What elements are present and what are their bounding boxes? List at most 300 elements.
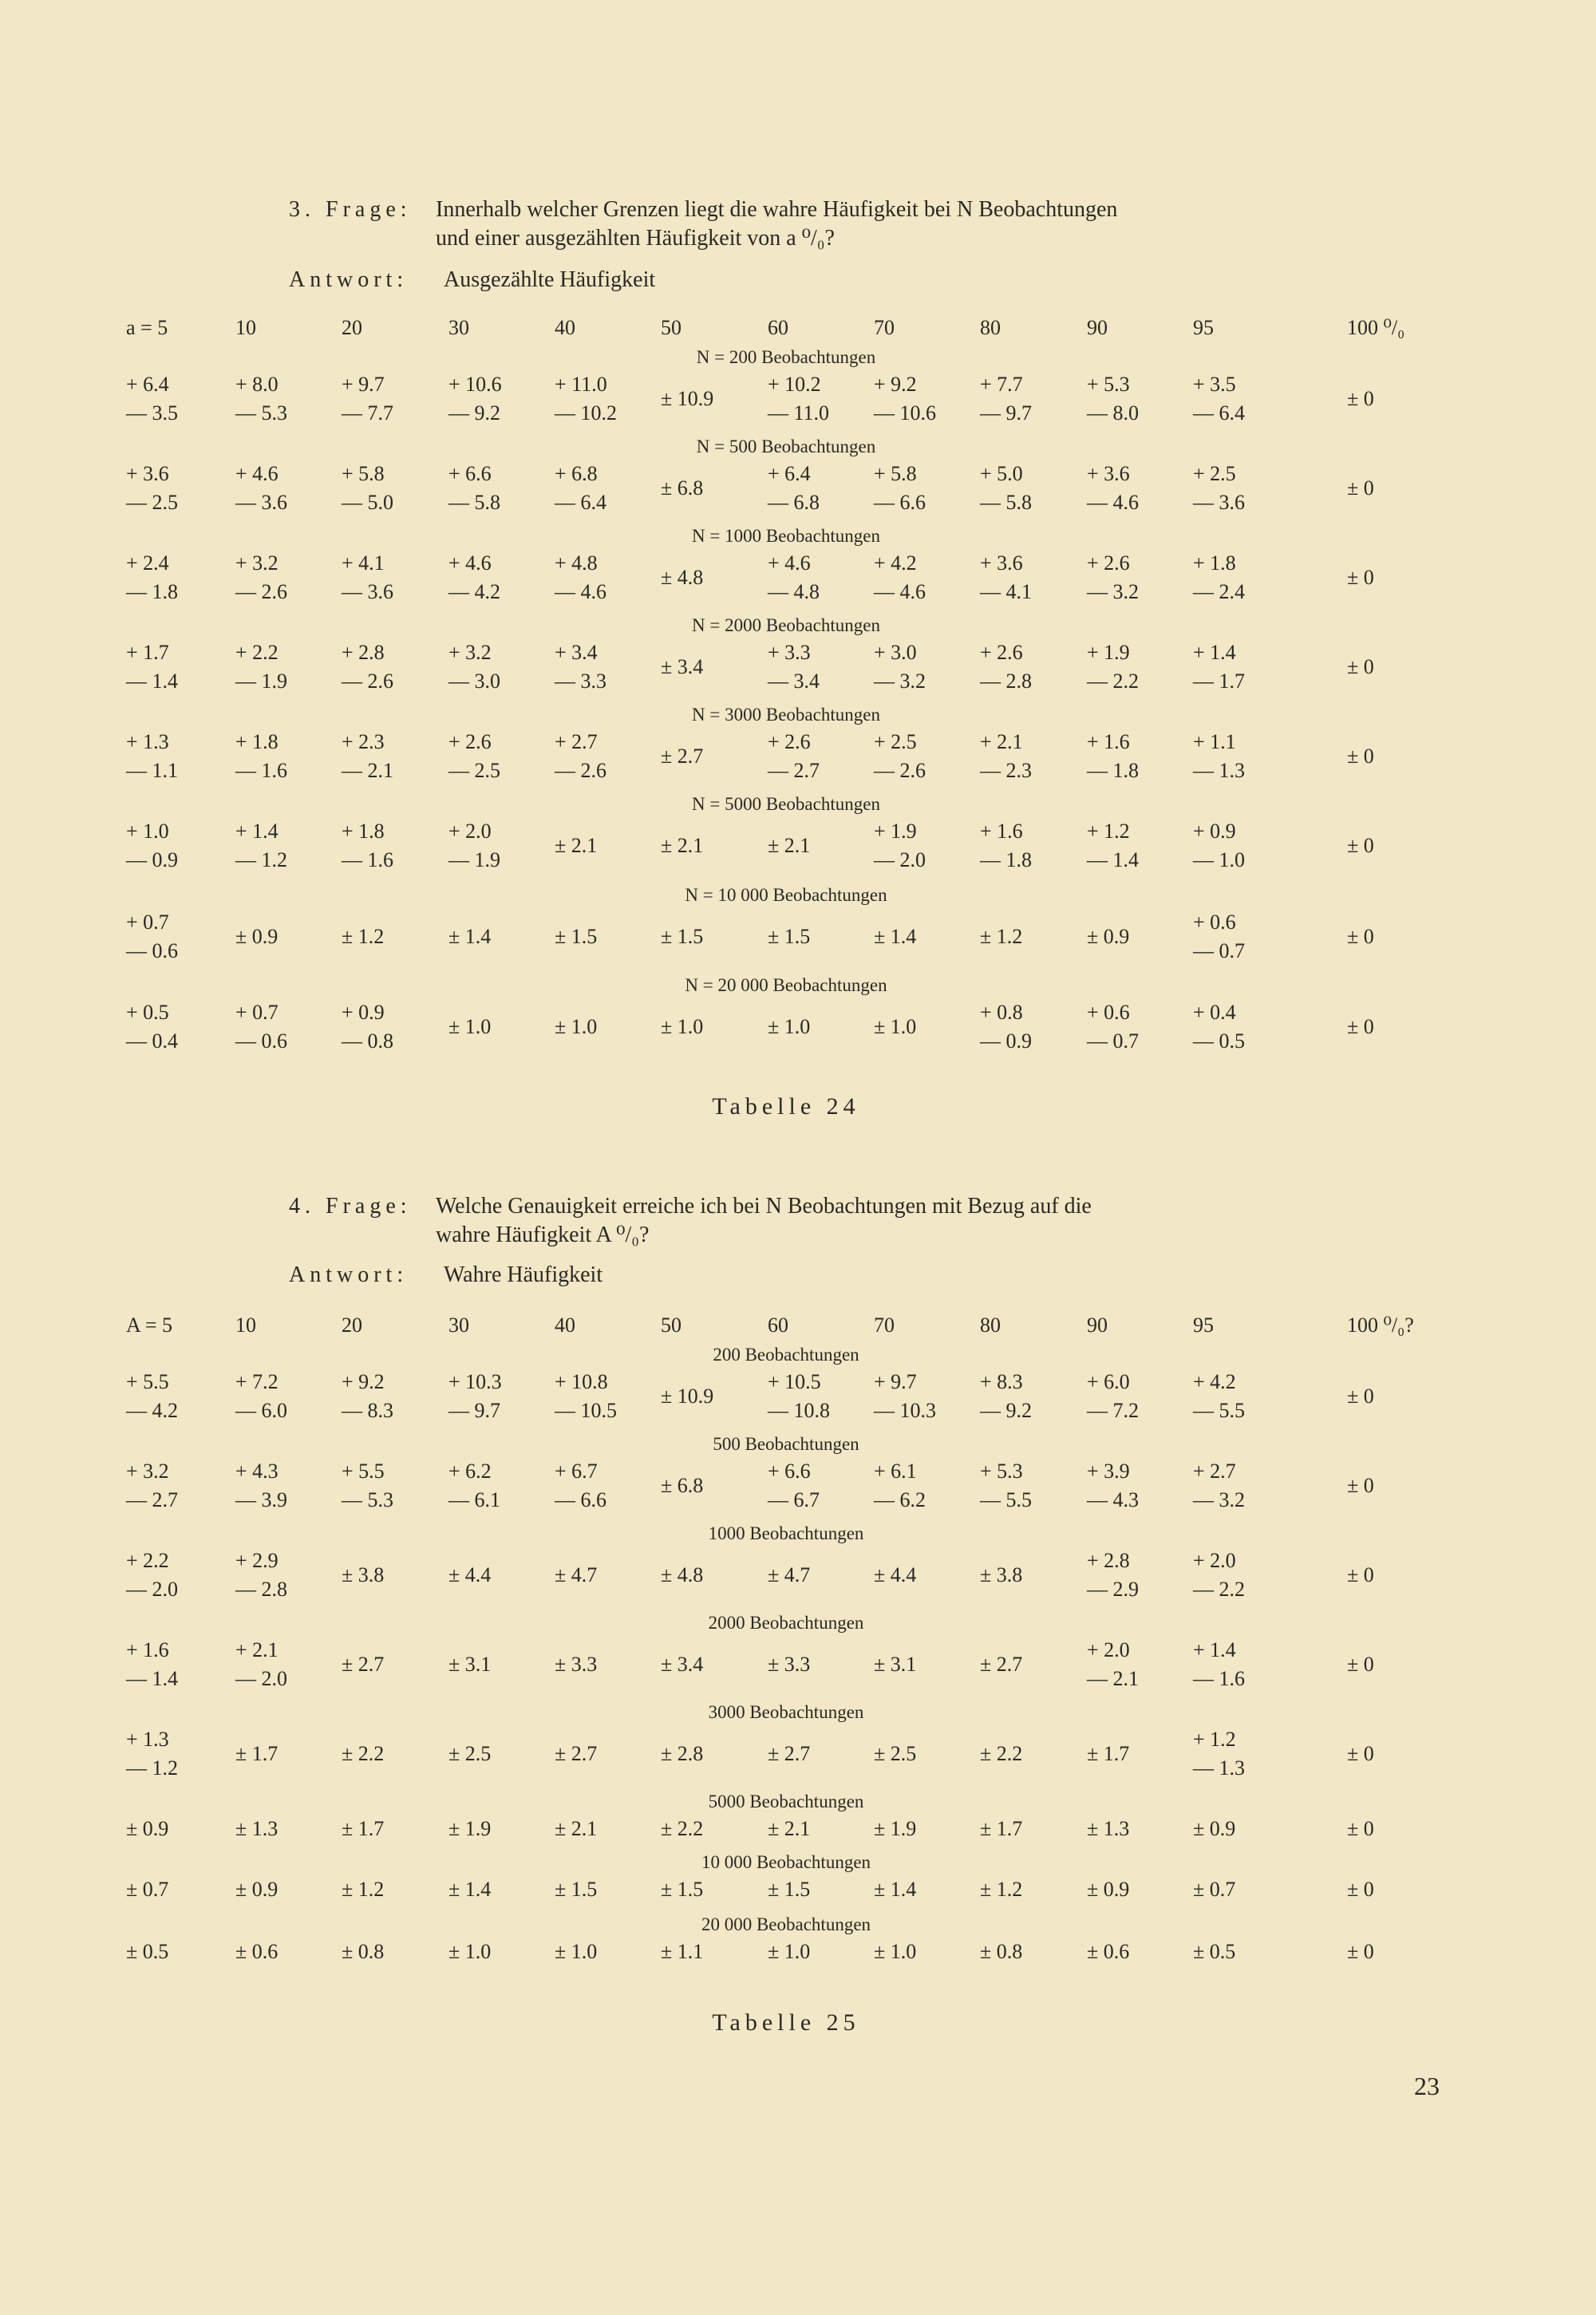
table-cell: + 6.6 bbox=[768, 1460, 811, 1483]
table-cell: ± 3.3 bbox=[768, 1653, 811, 1676]
column-header: 10 bbox=[235, 316, 256, 339]
table-cell: — 1.7 bbox=[1193, 670, 1245, 693]
column-header: 60 bbox=[768, 1314, 788, 1337]
table-cell: + 1.0 bbox=[126, 820, 169, 843]
table-cell: — 7.2 bbox=[1087, 1399, 1139, 1422]
table-cell: — 5.0 bbox=[342, 491, 393, 514]
table-cell: — 1.2 bbox=[235, 848, 287, 871]
table-cell: — 5.8 bbox=[980, 491, 1032, 514]
table-cell: — 10.3 bbox=[874, 1399, 936, 1422]
table-cell: + 8.3 bbox=[980, 1370, 1023, 1393]
table-cell: + 2.2 bbox=[126, 1549, 169, 1572]
table-cell: ± 1.2 bbox=[342, 1878, 385, 1901]
group-title: N = 200 Beobachtungen bbox=[696, 347, 876, 367]
table-cell: — 1.2 bbox=[126, 1756, 178, 1780]
caption-table-24: Tabelle 24 bbox=[712, 1093, 860, 1120]
table-cell: — 2.7 bbox=[126, 1488, 178, 1511]
table-cell: ± 2.2 bbox=[342, 1742, 385, 1765]
table-cell: ± 1.1 bbox=[661, 1940, 704, 1963]
table-cell: ± 2.2 bbox=[980, 1742, 1023, 1765]
table-cell: ± 3.3 bbox=[555, 1653, 598, 1676]
table-cell: — 9.7 bbox=[980, 401, 1032, 425]
table-cell: + 1.6 bbox=[126, 1638, 169, 1661]
table-cell: + 3.2 bbox=[448, 641, 492, 664]
table-cell: ± 2.7 bbox=[555, 1742, 598, 1765]
table-cell: ± 0 bbox=[1347, 566, 1374, 589]
table-cell: + 2.8 bbox=[1087, 1549, 1130, 1572]
table-cell: — 4.2 bbox=[126, 1399, 178, 1422]
table-cell: + 1.4 bbox=[235, 820, 279, 843]
table-cell: + 6.7 bbox=[555, 1460, 598, 1483]
table-cell: — 1.9 bbox=[235, 670, 287, 693]
caption-table-25: Tabelle 25 bbox=[712, 2009, 860, 2036]
table-cell: — 2.5 bbox=[126, 491, 178, 514]
table-cell: ± 2.7 bbox=[661, 745, 704, 768]
table-cell: + 2.4 bbox=[126, 551, 169, 575]
group-title: N = 1000 Beobachtungen bbox=[692, 526, 880, 546]
table-cell: ± 1.2 bbox=[342, 925, 385, 948]
table-cell: ± 1.5 bbox=[768, 1878, 811, 1901]
table-cell: + 5.3 bbox=[980, 1460, 1023, 1483]
table-cell: + 1.2 bbox=[1193, 1728, 1236, 1751]
table-cell: ± 1.5 bbox=[768, 925, 811, 948]
table-cell: + 6.8 bbox=[555, 462, 598, 485]
table-cell: ± 1.5 bbox=[661, 925, 704, 948]
table-cell: + 1.9 bbox=[1087, 641, 1130, 664]
q3-label: 3. Frage: bbox=[289, 197, 412, 222]
group-title: N = 2000 Beobachtungen bbox=[692, 615, 880, 635]
table-cell: — 2.6 bbox=[235, 580, 287, 603]
table-cell: + 0.9 bbox=[1193, 820, 1236, 843]
table-cell: ± 1.0 bbox=[555, 1940, 598, 1963]
table-cell: ± 0.9 bbox=[1087, 925, 1130, 948]
table-cell: + 2.7 bbox=[1193, 1460, 1236, 1483]
table-cell: — 2.8 bbox=[235, 1578, 287, 1601]
table-cell: ± 1.4 bbox=[448, 1878, 492, 1901]
table-cell: ± 0.5 bbox=[1193, 1940, 1236, 1963]
table-cell: — 10.8 bbox=[768, 1399, 830, 1422]
table-cell: ± 1.7 bbox=[1087, 1742, 1130, 1765]
table-cell: — 6.8 bbox=[768, 491, 820, 514]
table-cell: — 1.6 bbox=[1193, 1667, 1245, 1690]
group-title: 1000 Beobachtungen bbox=[708, 1523, 864, 1543]
table-cell: — 0.6 bbox=[235, 1029, 287, 1053]
table-cell: — 0.5 bbox=[1193, 1029, 1245, 1053]
table-cell: + 2.2 bbox=[235, 641, 279, 664]
table-cell: + 1.7 bbox=[126, 641, 169, 664]
table-cell: + 3.2 bbox=[235, 551, 279, 575]
table-cell: ± 0.9 bbox=[235, 925, 279, 948]
table-cell: — 1.0 bbox=[1193, 848, 1245, 871]
table-cell: + 2.6 bbox=[768, 730, 811, 753]
q4-label: 4. Frage: bbox=[289, 1194, 412, 1219]
table-cell: + 2.7 bbox=[555, 730, 598, 753]
table-cell: ± 0.9 bbox=[126, 1817, 169, 1840]
table-cell: ± 4.4 bbox=[874, 1563, 917, 1586]
table-cell: — 3.3 bbox=[555, 670, 606, 693]
table-cell: ± 1.7 bbox=[980, 1817, 1023, 1840]
table-cell: ± 2.7 bbox=[980, 1653, 1023, 1676]
table-cell: — 1.6 bbox=[342, 848, 393, 871]
table-cell: + 3.6 bbox=[980, 551, 1023, 575]
table-cell: — 6.4 bbox=[555, 491, 606, 514]
table-cell: ± 0 bbox=[1347, 1015, 1374, 1038]
table-cell: ± 2.7 bbox=[768, 1742, 811, 1765]
group-title: 5000 Beobachtungen bbox=[708, 1792, 864, 1811]
table-cell: + 3.3 bbox=[768, 641, 811, 664]
table-cell: — 4.1 bbox=[980, 580, 1032, 603]
column-header: 30 bbox=[448, 1314, 469, 1337]
table-cell: ± 2.8 bbox=[661, 1742, 704, 1765]
table-cell: ± 1.9 bbox=[448, 1817, 492, 1840]
table-cell: + 5.5 bbox=[342, 1460, 385, 1483]
table-cell: ± 3.4 bbox=[661, 1653, 704, 1676]
table-cell: — 1.3 bbox=[1193, 1756, 1245, 1780]
table-cell: + 9.2 bbox=[342, 1370, 385, 1393]
table-cell: + 3.4 bbox=[555, 641, 598, 664]
table-cell: — 2.6 bbox=[555, 759, 606, 782]
table-cell: + 2.5 bbox=[1193, 462, 1236, 485]
table-cell: — 4.8 bbox=[768, 580, 820, 603]
table-cell: — 1.1 bbox=[126, 759, 178, 782]
table-cell: ± 0 bbox=[1347, 834, 1374, 857]
table-cell: ± 1.0 bbox=[448, 1015, 492, 1038]
table-cell: — 8.3 bbox=[342, 1399, 393, 1422]
column-header: 90 bbox=[1087, 316, 1108, 339]
table-cell: ± 3.4 bbox=[661, 655, 704, 678]
table-cell: ± 10.9 bbox=[661, 387, 714, 410]
table-cell: ± 0 bbox=[1347, 1817, 1374, 1840]
table-cell: + 5.0 bbox=[980, 462, 1023, 485]
table-cell: — 5.3 bbox=[235, 401, 287, 425]
table-cell: ± 3.8 bbox=[342, 1563, 385, 1586]
table-cell: ± 2.1 bbox=[555, 1817, 598, 1840]
table-cell: — 0.7 bbox=[1087, 1029, 1139, 1053]
column-header: a = 5 bbox=[126, 316, 168, 339]
table-cell: ± 2.1 bbox=[768, 834, 811, 857]
group-title: 200 Beobachtungen bbox=[713, 1345, 859, 1365]
q3-answer-text: Ausgezählte Häufigkeit bbox=[444, 267, 656, 292]
table-cell: — 2.2 bbox=[1193, 1578, 1245, 1601]
table-cell: — 2.2 bbox=[1087, 670, 1139, 693]
table-cell: ± 2.7 bbox=[342, 1653, 385, 1676]
table-cell: — 5.5 bbox=[1193, 1399, 1245, 1422]
table-cell: — 6.6 bbox=[555, 1488, 606, 1511]
table-cell: + 1.4 bbox=[1193, 1638, 1236, 1661]
table-cell: ± 1.0 bbox=[874, 1015, 917, 1038]
table-cell: — 3.2 bbox=[1193, 1488, 1245, 1511]
table-cell: — 3.6 bbox=[1193, 491, 1245, 514]
table-cell: ± 1.0 bbox=[448, 1940, 492, 1963]
table-cell: ± 2.1 bbox=[768, 1817, 811, 1840]
column-header: 60 bbox=[768, 316, 788, 339]
table-cell: ± 0 bbox=[1347, 925, 1374, 948]
column-header: 80 bbox=[980, 316, 1001, 339]
table-cell: — 2.9 bbox=[1087, 1578, 1139, 1601]
column-header: 40 bbox=[555, 1314, 575, 1337]
table-cell: — 10.5 bbox=[555, 1399, 617, 1422]
table-cell: — 2.7 bbox=[768, 759, 820, 782]
group-title: 3000 Beobachtungen bbox=[708, 1702, 864, 1722]
table-cell: + 6.0 bbox=[1087, 1370, 1130, 1393]
table-cell: + 2.1 bbox=[980, 730, 1023, 753]
table-cell: + 3.0 bbox=[874, 641, 917, 664]
table-cell: + 0.4 bbox=[1193, 1001, 1236, 1024]
column-header: 70 bbox=[874, 316, 895, 339]
table-cell: ± 0 bbox=[1347, 1563, 1374, 1586]
table-cell: ± 4.8 bbox=[661, 1563, 704, 1586]
group-title: N = 20 000 Beobachtungen bbox=[685, 975, 887, 995]
group-title: N = 500 Beobachtungen bbox=[696, 437, 876, 456]
table-cell: ± 1.0 bbox=[768, 1940, 811, 1963]
table-cell: + 10.5 bbox=[768, 1370, 821, 1393]
table-cell: + 6.4 bbox=[126, 373, 169, 396]
table-cell: + 0.9 bbox=[342, 1001, 385, 1024]
q4-text-line1: Welche Genauigkeit erreiche ich bei N Beobachtungen mit Bezug auf die bbox=[436, 1194, 1092, 1219]
table-cell: + 7.7 bbox=[980, 373, 1023, 396]
table-cell: + 1.4 bbox=[1193, 641, 1236, 664]
table-cell: ± 0 bbox=[1347, 1474, 1374, 1497]
table-cell: + 2.6 bbox=[448, 730, 492, 753]
table-cell: — 6.1 bbox=[448, 1488, 500, 1511]
table-cell: + 0.8 bbox=[980, 1001, 1023, 1024]
table-cell: + 4.6 bbox=[235, 462, 279, 485]
table-cell: + 4.3 bbox=[235, 1460, 279, 1483]
table-cell: + 9.7 bbox=[874, 1370, 917, 1393]
table-cell: + 2.6 bbox=[1087, 551, 1130, 575]
table-cell: + 0.7 bbox=[126, 911, 169, 934]
table-cell: ± 3.1 bbox=[448, 1653, 492, 1676]
table-cell: + 1.6 bbox=[1087, 730, 1130, 753]
table-cell: — 4.3 bbox=[1087, 1488, 1139, 1511]
table-cell: + 1.3 bbox=[126, 1728, 169, 1751]
table-cell: — 2.4 bbox=[1193, 580, 1245, 603]
table-cell: ± 1.3 bbox=[235, 1817, 279, 1840]
table-cell: + 5.3 bbox=[1087, 373, 1130, 396]
table-cell: + 1.9 bbox=[874, 820, 917, 843]
table-cell: — 9.7 bbox=[448, 1399, 500, 1422]
table-cell: — 4.6 bbox=[874, 580, 926, 603]
table-cell: — 1.9 bbox=[448, 848, 500, 871]
table-cell: ± 0 bbox=[1347, 1940, 1374, 1963]
table-cell: ± 2.1 bbox=[555, 834, 598, 857]
table-cell: + 4.1 bbox=[342, 551, 385, 575]
table-cell: ± 1.0 bbox=[874, 1940, 917, 1963]
table-cell: — 3.9 bbox=[235, 1488, 287, 1511]
q3-text-line2: und einer ausgezählten Häufigkeit von a ⁰/₀? bbox=[436, 226, 835, 251]
column-header: 20 bbox=[342, 1314, 362, 1337]
table-cell: — 0.7 bbox=[1193, 939, 1245, 962]
table-cell: ± 1.3 bbox=[1087, 1817, 1130, 1840]
table-cell: ± 1.2 bbox=[980, 1878, 1023, 1901]
table-cell: — 4.6 bbox=[555, 580, 606, 603]
group-title: 20 000 Beobachtungen bbox=[701, 1914, 871, 1934]
table-cell: — 2.1 bbox=[1087, 1667, 1139, 1690]
table-cell: — 2.1 bbox=[342, 759, 393, 782]
table-cell: + 1.8 bbox=[342, 820, 385, 843]
table-cell: — 2.3 bbox=[980, 759, 1032, 782]
column-header: 30 bbox=[448, 316, 469, 339]
table-cell: + 4.8 bbox=[555, 551, 598, 575]
table-cell: — 2.6 bbox=[342, 670, 393, 693]
table-cell: — 3.2 bbox=[1087, 580, 1139, 603]
table-cell: ± 1.0 bbox=[555, 1015, 598, 1038]
table-cell: + 1.6 bbox=[980, 820, 1023, 843]
table-cell: — 8.0 bbox=[1087, 401, 1139, 425]
table-cell: — 5.8 bbox=[448, 491, 500, 514]
table-cell: + 0.7 bbox=[235, 1001, 279, 1024]
table-cell: ± 2.5 bbox=[874, 1742, 917, 1765]
table-cell: — 0.8 bbox=[342, 1029, 393, 1053]
table-cell: — 4.6 bbox=[1087, 491, 1139, 514]
table-cell: — 0.6 bbox=[126, 939, 178, 962]
table-cell: ± 1.7 bbox=[235, 1742, 279, 1765]
table-cell: + 9.7 bbox=[342, 373, 385, 396]
table-cell: ± 1.9 bbox=[874, 1817, 917, 1840]
table-cell: ± 0.9 bbox=[235, 1878, 279, 1901]
table-cell: ± 0 bbox=[1347, 1742, 1374, 1765]
table-cell: — 2.5 bbox=[448, 759, 500, 782]
table-cell: — 1.4 bbox=[126, 670, 178, 693]
q3-answer-label: Antwort: bbox=[289, 267, 409, 292]
page-number: 23 bbox=[1414, 2072, 1440, 2100]
table-cell: — 10.2 bbox=[555, 401, 617, 425]
column-header: 70 bbox=[874, 1314, 895, 1337]
table-cell: + 3.5 bbox=[1193, 373, 1236, 396]
table-cell: — 1.4 bbox=[126, 1667, 178, 1690]
table-cell: ± 1.7 bbox=[342, 1817, 385, 1840]
table-cell: + 5.8 bbox=[342, 462, 385, 485]
table-cell: ± 1.4 bbox=[448, 925, 492, 948]
column-header: 95 bbox=[1193, 1314, 1214, 1337]
table-cell: ± 0.8 bbox=[342, 1940, 385, 1963]
table-cell: + 1.8 bbox=[1193, 551, 1236, 575]
table-cell: + 2.6 bbox=[980, 641, 1023, 664]
table-cell: ± 0 bbox=[1347, 387, 1374, 410]
table-cell: + 0.6 bbox=[1087, 1001, 1130, 1024]
column-header: 10 bbox=[235, 1314, 256, 1337]
table-cell: ± 4.7 bbox=[555, 1563, 598, 1586]
table-cell: ± 0.9 bbox=[1087, 1878, 1130, 1901]
column-header: 80 bbox=[980, 1314, 1001, 1337]
q3-text-line1: Innerhalb welcher Grenzen liegt die wahre Häufigkeit bei N Beobachtungen bbox=[436, 197, 1118, 222]
table-cell: — 5.5 bbox=[980, 1488, 1032, 1511]
table-cell: + 10.2 bbox=[768, 373, 821, 396]
table-cell: ± 0 bbox=[1347, 476, 1374, 500]
table-cell: + 2.9 bbox=[235, 1549, 279, 1572]
column-header: 40 bbox=[555, 316, 575, 339]
table-cell: ± 0 bbox=[1347, 745, 1374, 768]
table-cell: — 4.2 bbox=[448, 580, 500, 603]
table-cell: — 7.7 bbox=[342, 401, 393, 425]
table-cell: — 3.5 bbox=[126, 401, 178, 425]
table-cell: + 11.0 bbox=[555, 373, 607, 396]
table-cell: ± 0 bbox=[1347, 655, 1374, 678]
table-cell: ± 2.5 bbox=[448, 1742, 492, 1765]
table-cell: — 1.8 bbox=[1087, 759, 1139, 782]
table-cell: — 3.6 bbox=[235, 491, 287, 514]
table-cell: ± 3.8 bbox=[980, 1563, 1023, 1586]
table-cell: — 1.8 bbox=[980, 848, 1032, 871]
table-cell: ± 3.1 bbox=[874, 1653, 917, 1676]
table-cell: + 3.9 bbox=[1087, 1460, 1130, 1483]
table-cell: + 2.3 bbox=[342, 730, 385, 753]
table-cell: — 3.4 bbox=[768, 670, 820, 693]
table-cell: + 7.2 bbox=[235, 1370, 279, 1393]
column-header: 90 bbox=[1087, 1314, 1108, 1337]
table-cell: + 1.1 bbox=[1193, 730, 1236, 753]
table-cell: + 3.6 bbox=[1087, 462, 1130, 485]
table-cell: + 0.6 bbox=[1193, 911, 1236, 934]
table-cell: + 4.6 bbox=[768, 551, 811, 575]
table-cell: + 10.6 bbox=[448, 373, 502, 396]
q4-answer-text: Wahre Häufigkeit bbox=[444, 1262, 603, 1287]
table-cell: — 2.8 bbox=[980, 670, 1032, 693]
group-title: N = 3000 Beobachtungen bbox=[692, 705, 880, 725]
table-cell: ± 4.7 bbox=[768, 1563, 811, 1586]
table-cell: ± 1.5 bbox=[555, 925, 598, 948]
table-cell: ± 1.5 bbox=[555, 1878, 598, 1901]
q4-answer-label: Antwort: bbox=[289, 1262, 409, 1287]
table-cell: + 6.1 bbox=[874, 1460, 917, 1483]
group-title: 10 000 Beobachtungen bbox=[701, 1852, 871, 1872]
group-title: N = 5000 Beobachtungen bbox=[692, 794, 880, 814]
table-cell: + 1.2 bbox=[1087, 820, 1130, 843]
table-cell: + 1.8 bbox=[235, 730, 279, 753]
table-cell: + 5.5 bbox=[126, 1370, 169, 1393]
table-cell: + 1.3 bbox=[126, 730, 169, 753]
table-cell: — 9.2 bbox=[980, 1399, 1032, 1422]
table-cell: ± 2.1 bbox=[661, 834, 704, 857]
table-cell: ± 0.5 bbox=[126, 1940, 169, 1963]
column-header: 20 bbox=[342, 316, 362, 339]
table-cell: + 9.2 bbox=[874, 373, 917, 396]
table-cell: ± 4.8 bbox=[661, 566, 704, 589]
table-cell: — 0.4 bbox=[126, 1029, 178, 1053]
table-cell: — 1.8 bbox=[126, 580, 178, 603]
table-cell: + 4.2 bbox=[874, 551, 917, 575]
table-cell: + 6.2 bbox=[448, 1460, 492, 1483]
table-cell: + 4.6 bbox=[448, 551, 492, 575]
table-cell: + 2.0 bbox=[448, 820, 492, 843]
table-cell: + 2.8 bbox=[342, 641, 385, 664]
table-cell: — 1.3 bbox=[1193, 759, 1245, 782]
table-cell: + 2.0 bbox=[1193, 1549, 1236, 1572]
table-cell: ± 4.4 bbox=[448, 1563, 492, 1586]
table-cell: ± 0.6 bbox=[1087, 1940, 1130, 1963]
column-header: 50 bbox=[661, 316, 681, 339]
table-cell: — 6.6 bbox=[874, 491, 926, 514]
table-cell: + 6.4 bbox=[768, 462, 811, 485]
table-cell: + 4.2 bbox=[1193, 1370, 1236, 1393]
table-cell: ± 1.0 bbox=[661, 1015, 704, 1038]
table-cell: ± 0.6 bbox=[235, 1940, 279, 1963]
table-cell: ± 10.9 bbox=[661, 1385, 714, 1408]
table-cell: — 2.0 bbox=[874, 848, 926, 871]
table-cell: ± 0 bbox=[1347, 1385, 1374, 1408]
table-cell: + 0.5 bbox=[126, 1001, 169, 1024]
table-cell: — 1.6 bbox=[235, 759, 287, 782]
table-cell: — 5.3 bbox=[342, 1488, 393, 1511]
table-cell: ± 0.7 bbox=[126, 1878, 169, 1901]
table-cell: — 11.0 bbox=[768, 401, 830, 425]
column-header: 100 ⁰/₀? bbox=[1347, 1314, 1414, 1337]
group-title: 500 Beobachtungen bbox=[713, 1434, 859, 1454]
table-cell: + 2.1 bbox=[235, 1638, 279, 1661]
table-cell: + 8.0 bbox=[235, 373, 279, 396]
table-cell: + 2.0 bbox=[1087, 1638, 1130, 1661]
table-cell: ± 2.2 bbox=[661, 1817, 704, 1840]
